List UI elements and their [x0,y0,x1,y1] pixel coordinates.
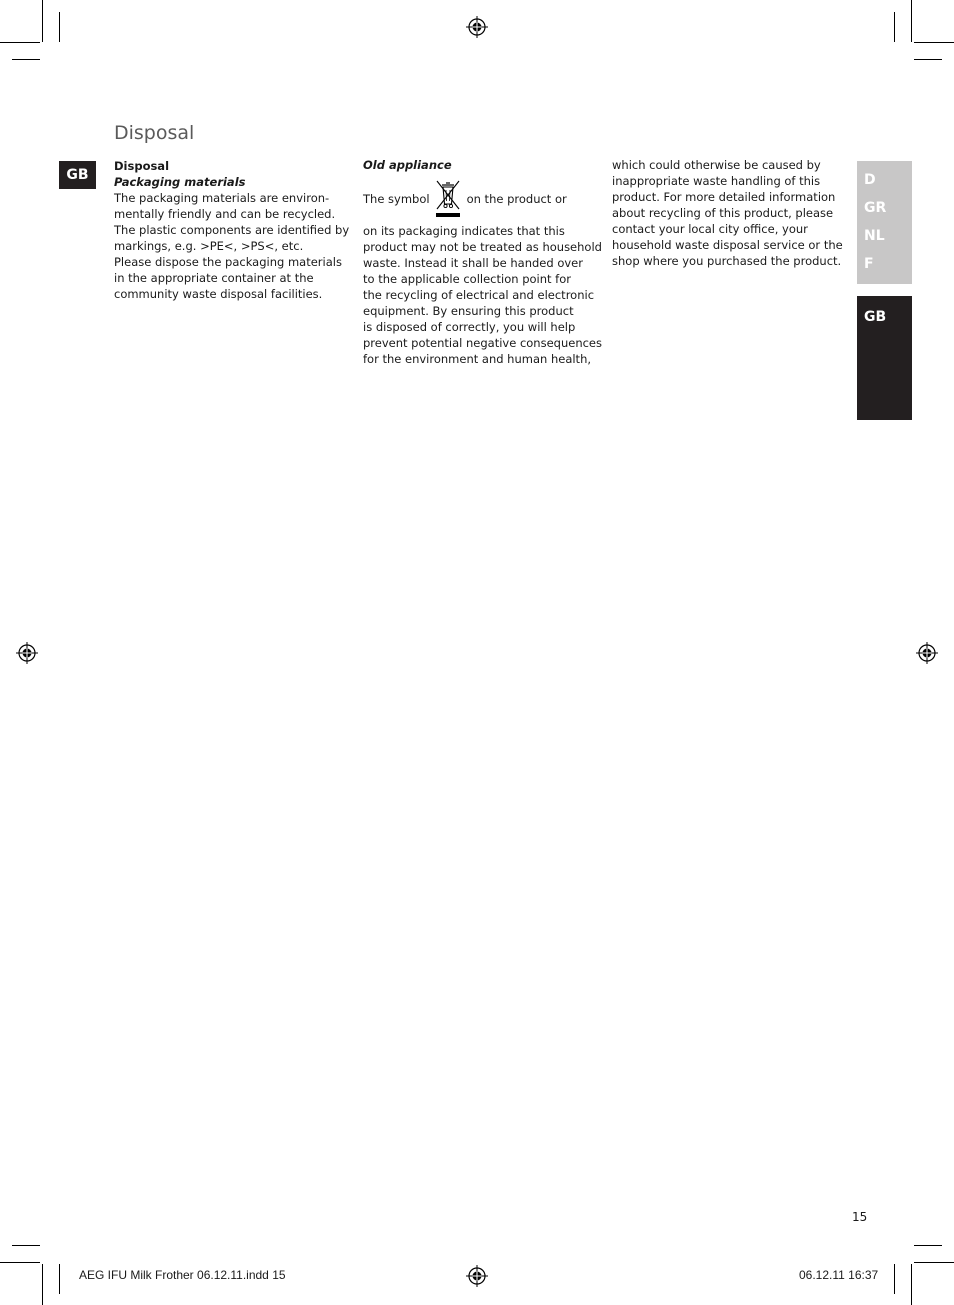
text-line: on its packaging indicates that this [363,224,565,238]
slug-date-time: 06.12.11 16:37 [799,1268,879,1282]
text-line: the recycling of electrical and electronic [363,288,595,302]
symbol-text-before: The symbol [363,192,430,206]
language-index-inactive [857,161,912,284]
text-line: is disposed of correctly, you will help [363,320,576,334]
text-line: for the environment and human health, [363,352,592,366]
language-tab-d: D [864,172,876,188]
language-tab-gb [59,161,96,189]
language-tab-label: GB [66,167,89,183]
text-line: equipment. By ensuring this product [363,304,574,318]
registration-mark-icon [16,642,38,664]
text-line: which could otherwise be caused by [612,158,821,172]
text-line: waste. Instead it shall be handed over [363,256,583,270]
registration-mark-icon [916,642,938,664]
text-line: prevent potential negative consequences [363,336,603,350]
page-number: 15 [852,1210,868,1224]
recycling-info-section [612,157,843,269]
text-line: mentally friendly and can be recycled. [114,207,336,221]
language-tab-f: F [864,256,874,272]
old-appliance-section [363,157,603,367]
language-tab-gr: GR [864,200,887,216]
symbol-text-after: on the product or [466,192,567,206]
language-tab-nl: NL [864,228,885,244]
text-line: The packaging materials are environ- [114,191,330,205]
symbol-line [363,180,598,218]
crossed-out-wheelie-bin-icon [436,180,460,218]
packaging-section [114,158,350,302]
text-line: Please dispose the packaging materials [114,255,342,269]
registration-mark-icon [466,1265,488,1287]
language-tab-gb-active: GB [864,309,887,325]
section-subheading: Packaging materials [114,175,246,189]
text-line: about recycling of this product, please [612,206,834,220]
text-line: household waste disposal service or the [612,238,843,252]
text-line: community waste disposal facilities. [114,287,323,301]
text-line: product. For more detailed information [612,190,836,204]
text-line: product may not be treated as household [363,240,602,254]
text-line: inappropriate waste handling of this [612,174,821,188]
section-heading: Disposal [114,159,170,173]
language-index-active [857,296,912,420]
section-heading: Old appliance [363,158,452,172]
text-line: shop where you purchased the product. [612,254,842,268]
text-line: contact your local city office, your [612,222,808,236]
text-line: in the appropriate container at the [114,271,314,285]
page-title: Disposal [114,122,195,144]
text-line: The plastic components are identified by [114,223,350,237]
registration-mark-icon [466,16,488,38]
text-line: markings, e.g. >PE<, >PS<, etc. [114,239,304,253]
slug-file-info: AEG IFU Milk Frother 06.12.11.indd 15 [79,1268,286,1282]
text-line: to the applicable collection point for [363,272,571,286]
